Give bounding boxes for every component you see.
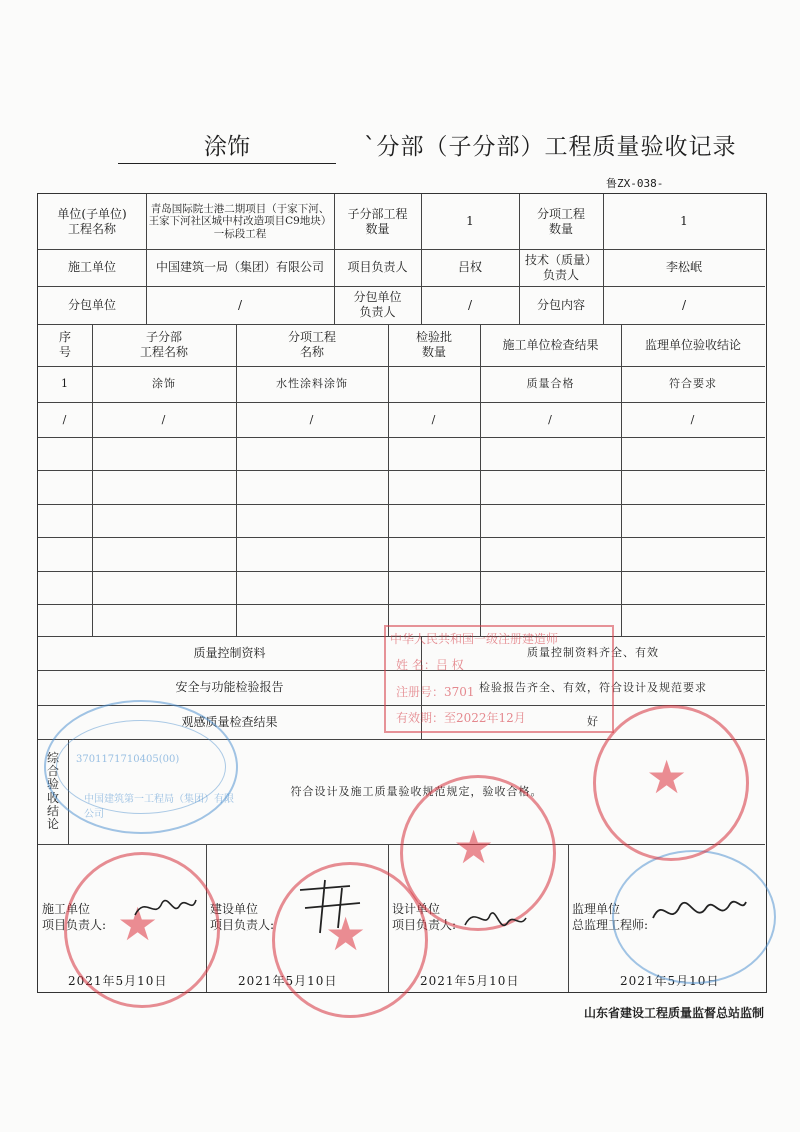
conclusion-label: 综 合 验 收 结 论 (46, 750, 59, 831)
page-title: `分部（子分部）工程质量验收记录 (364, 134, 737, 160)
signature-date: 2021年5月10日 (620, 974, 720, 988)
table-cell: 符合要求 (669, 377, 717, 391)
subdiv-count-value: 1 (466, 214, 474, 228)
col-header-contractor-result: 施工单位检查结果 (502, 337, 599, 352)
signature-unit: 建设单位 (210, 902, 259, 916)
sub-lead-value: / (467, 297, 473, 312)
sub-content-label: 分包内容 (536, 297, 585, 312)
issuer-footer: 山东省建设工程质量监督总站监制 (583, 1006, 764, 1020)
table-cell: 涂饰 (152, 377, 176, 391)
col-header-subdivision: 子分部 工程名称 (139, 330, 188, 359)
subcontractor-label: 分包单位 (67, 297, 116, 312)
signature-block-owner (210, 902, 380, 933)
safety-report-label: 安全与功能检验报告 (175, 680, 284, 694)
signature-date: 2021年5月10日 (420, 974, 520, 988)
signature-block-contractor (42, 902, 202, 933)
signature-unit: 监理单位 (572, 902, 621, 916)
signature-date: 2021年5月10日 (238, 974, 338, 988)
company-cert-stamp: 3701171710405(00) 中国建筑第一工程局（集团）有限公司 (44, 700, 238, 834)
project-manager-value: 吕权 (457, 260, 482, 274)
col-header-supervisor-result: 监理单位验收结论 (644, 337, 741, 352)
part-name: 涂饰 (118, 128, 336, 164)
signature-role: 项目负责人: (42, 917, 107, 932)
signature-role: 项目负责人: (392, 917, 457, 932)
supervisor-seal: ★ (593, 705, 749, 861)
col-header-index: 序 号 (58, 330, 71, 359)
table-cell: / (690, 412, 696, 426)
signature-block-supervisor (572, 902, 762, 933)
quality-control-label: 质量控制资料 (193, 645, 266, 660)
subdiv-count-label: 子分部工程 数量 (347, 206, 408, 236)
conclusion-text: 符合设计及施工质量验收规范规定，验收合格。 (290, 784, 543, 798)
table-cell: 1 (61, 377, 69, 391)
col-header-item: 分项工程 名称 (287, 330, 336, 359)
tech-lead-label: 技术（质量） 负责人 (524, 252, 597, 282)
table-cell: / (161, 412, 167, 426)
safety-report-result: 检验报告齐全、有效，符合设计及规范要求 (479, 680, 707, 694)
sub-content-value: / (681, 297, 687, 312)
appearance-result: 好 (587, 715, 599, 729)
owner-seal: ★ (272, 862, 428, 1018)
signature-unit: 设计单位 (392, 902, 441, 916)
col-header-batch-count: 检验批 数量 (415, 330, 452, 359)
signature-date: 2021年5月10日 (68, 974, 168, 988)
table-cell: / (62, 412, 68, 426)
item-count-value: 1 (680, 214, 688, 228)
table-cell: / (431, 412, 437, 426)
contractor-value: 中国建筑一局（集团）有限公司 (155, 260, 324, 274)
table-cell (388, 366, 480, 402)
form-code: 鲁ZX-038- (606, 177, 664, 190)
contractor-label: 施工单位 (67, 260, 116, 274)
table-cell: 水性涂料涂饰 (276, 377, 348, 391)
title-row (118, 128, 738, 164)
registration-stamp: 中华人民共和国一级注册建造师 姓 名：吕 权 注册号：3701 有效期：至2022年12月 (384, 625, 614, 733)
signature-role: 项目负责人: (210, 917, 275, 932)
signature-block-designer (392, 902, 562, 933)
table-cell: / (309, 412, 315, 426)
sub-lead-label: 分包单位 负责人 (353, 290, 402, 319)
signature-role: 总监理工程师: (572, 917, 649, 932)
designer-seal: ★ (400, 775, 556, 931)
table-cell: / (548, 412, 553, 426)
unit-name-value: 青岛国际院士港二期项目（于家下河、王家下河社区城中村改造项目C9地块）一标段工程 (148, 202, 332, 240)
project-manager-label: 项目负责人 (347, 260, 408, 274)
tech-lead-value: 李松岷 (665, 260, 702, 274)
quality-control-result: 质量控制资料齐全、有效 (527, 646, 659, 660)
subcontractor-value: / (237, 297, 243, 312)
item-count-label: 分项工程 数量 (536, 206, 585, 236)
unit-name-label: 单位(子单位) 工程名称 (57, 206, 127, 236)
table-cell: 质量合格 (526, 377, 575, 391)
contractor-seal: ★ (64, 852, 220, 1008)
signature-unit: 施工单位 (42, 902, 91, 916)
record-form (37, 193, 767, 993)
appearance-label: 观感质量检查结果 (181, 714, 278, 729)
